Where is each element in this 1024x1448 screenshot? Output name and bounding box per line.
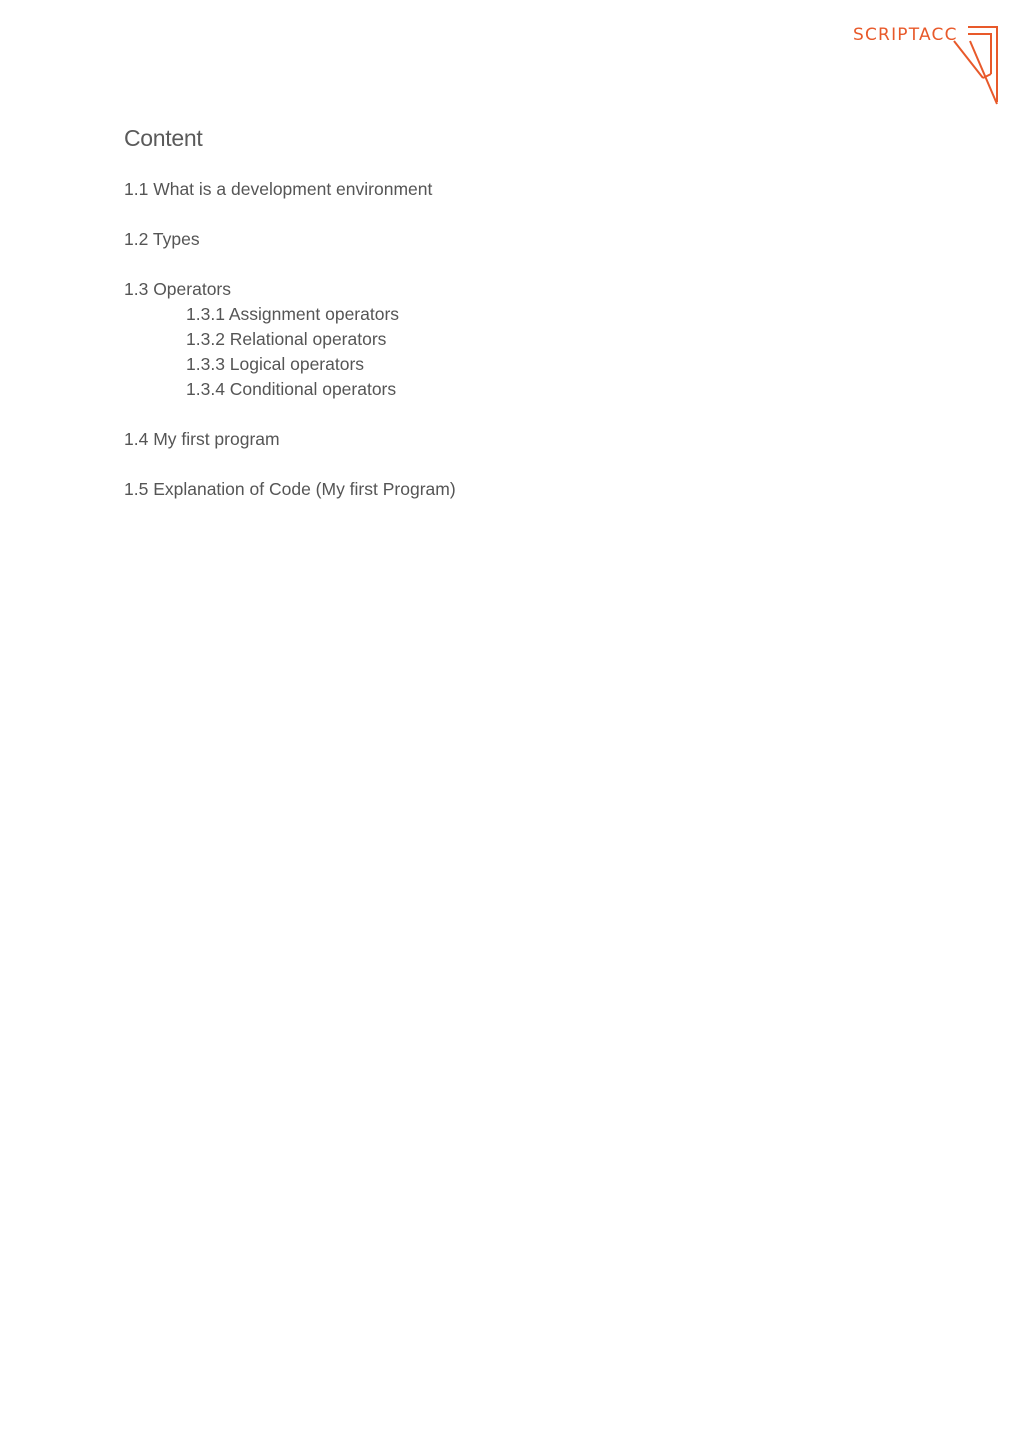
toc-item (124, 427, 884, 452)
toc-item (124, 227, 884, 252)
toc-list (124, 177, 884, 502)
toc-sub-item: 1.3.4 Conditional operators (186, 379, 397, 399)
page-title: Content (124, 125, 203, 151)
toc-item (124, 277, 884, 402)
table-of-contents (124, 122, 884, 527)
toc-sub-list (124, 302, 884, 402)
toc-sub-item: 1.3.3 Logical operators (186, 354, 365, 374)
toc-item-label: 1.1 What is a development environment (124, 179, 433, 199)
toc-sub-item: 1.3.2 Relational operators (186, 329, 387, 349)
toc-item-label: 1.4 My first program (124, 429, 280, 449)
toc-sub-item: 1.3.1 Assignment operators (186, 304, 400, 324)
toc-item-label: 1.5 Explanation of Code (My first Program) (124, 479, 456, 499)
toc-item-label: 1.3 Operators (124, 279, 231, 299)
toc-item-label: 1.2 Types (124, 229, 200, 249)
logo-text: SCRIPTACC (853, 25, 958, 45)
toc-item (124, 177, 884, 202)
toc-item (124, 477, 884, 502)
